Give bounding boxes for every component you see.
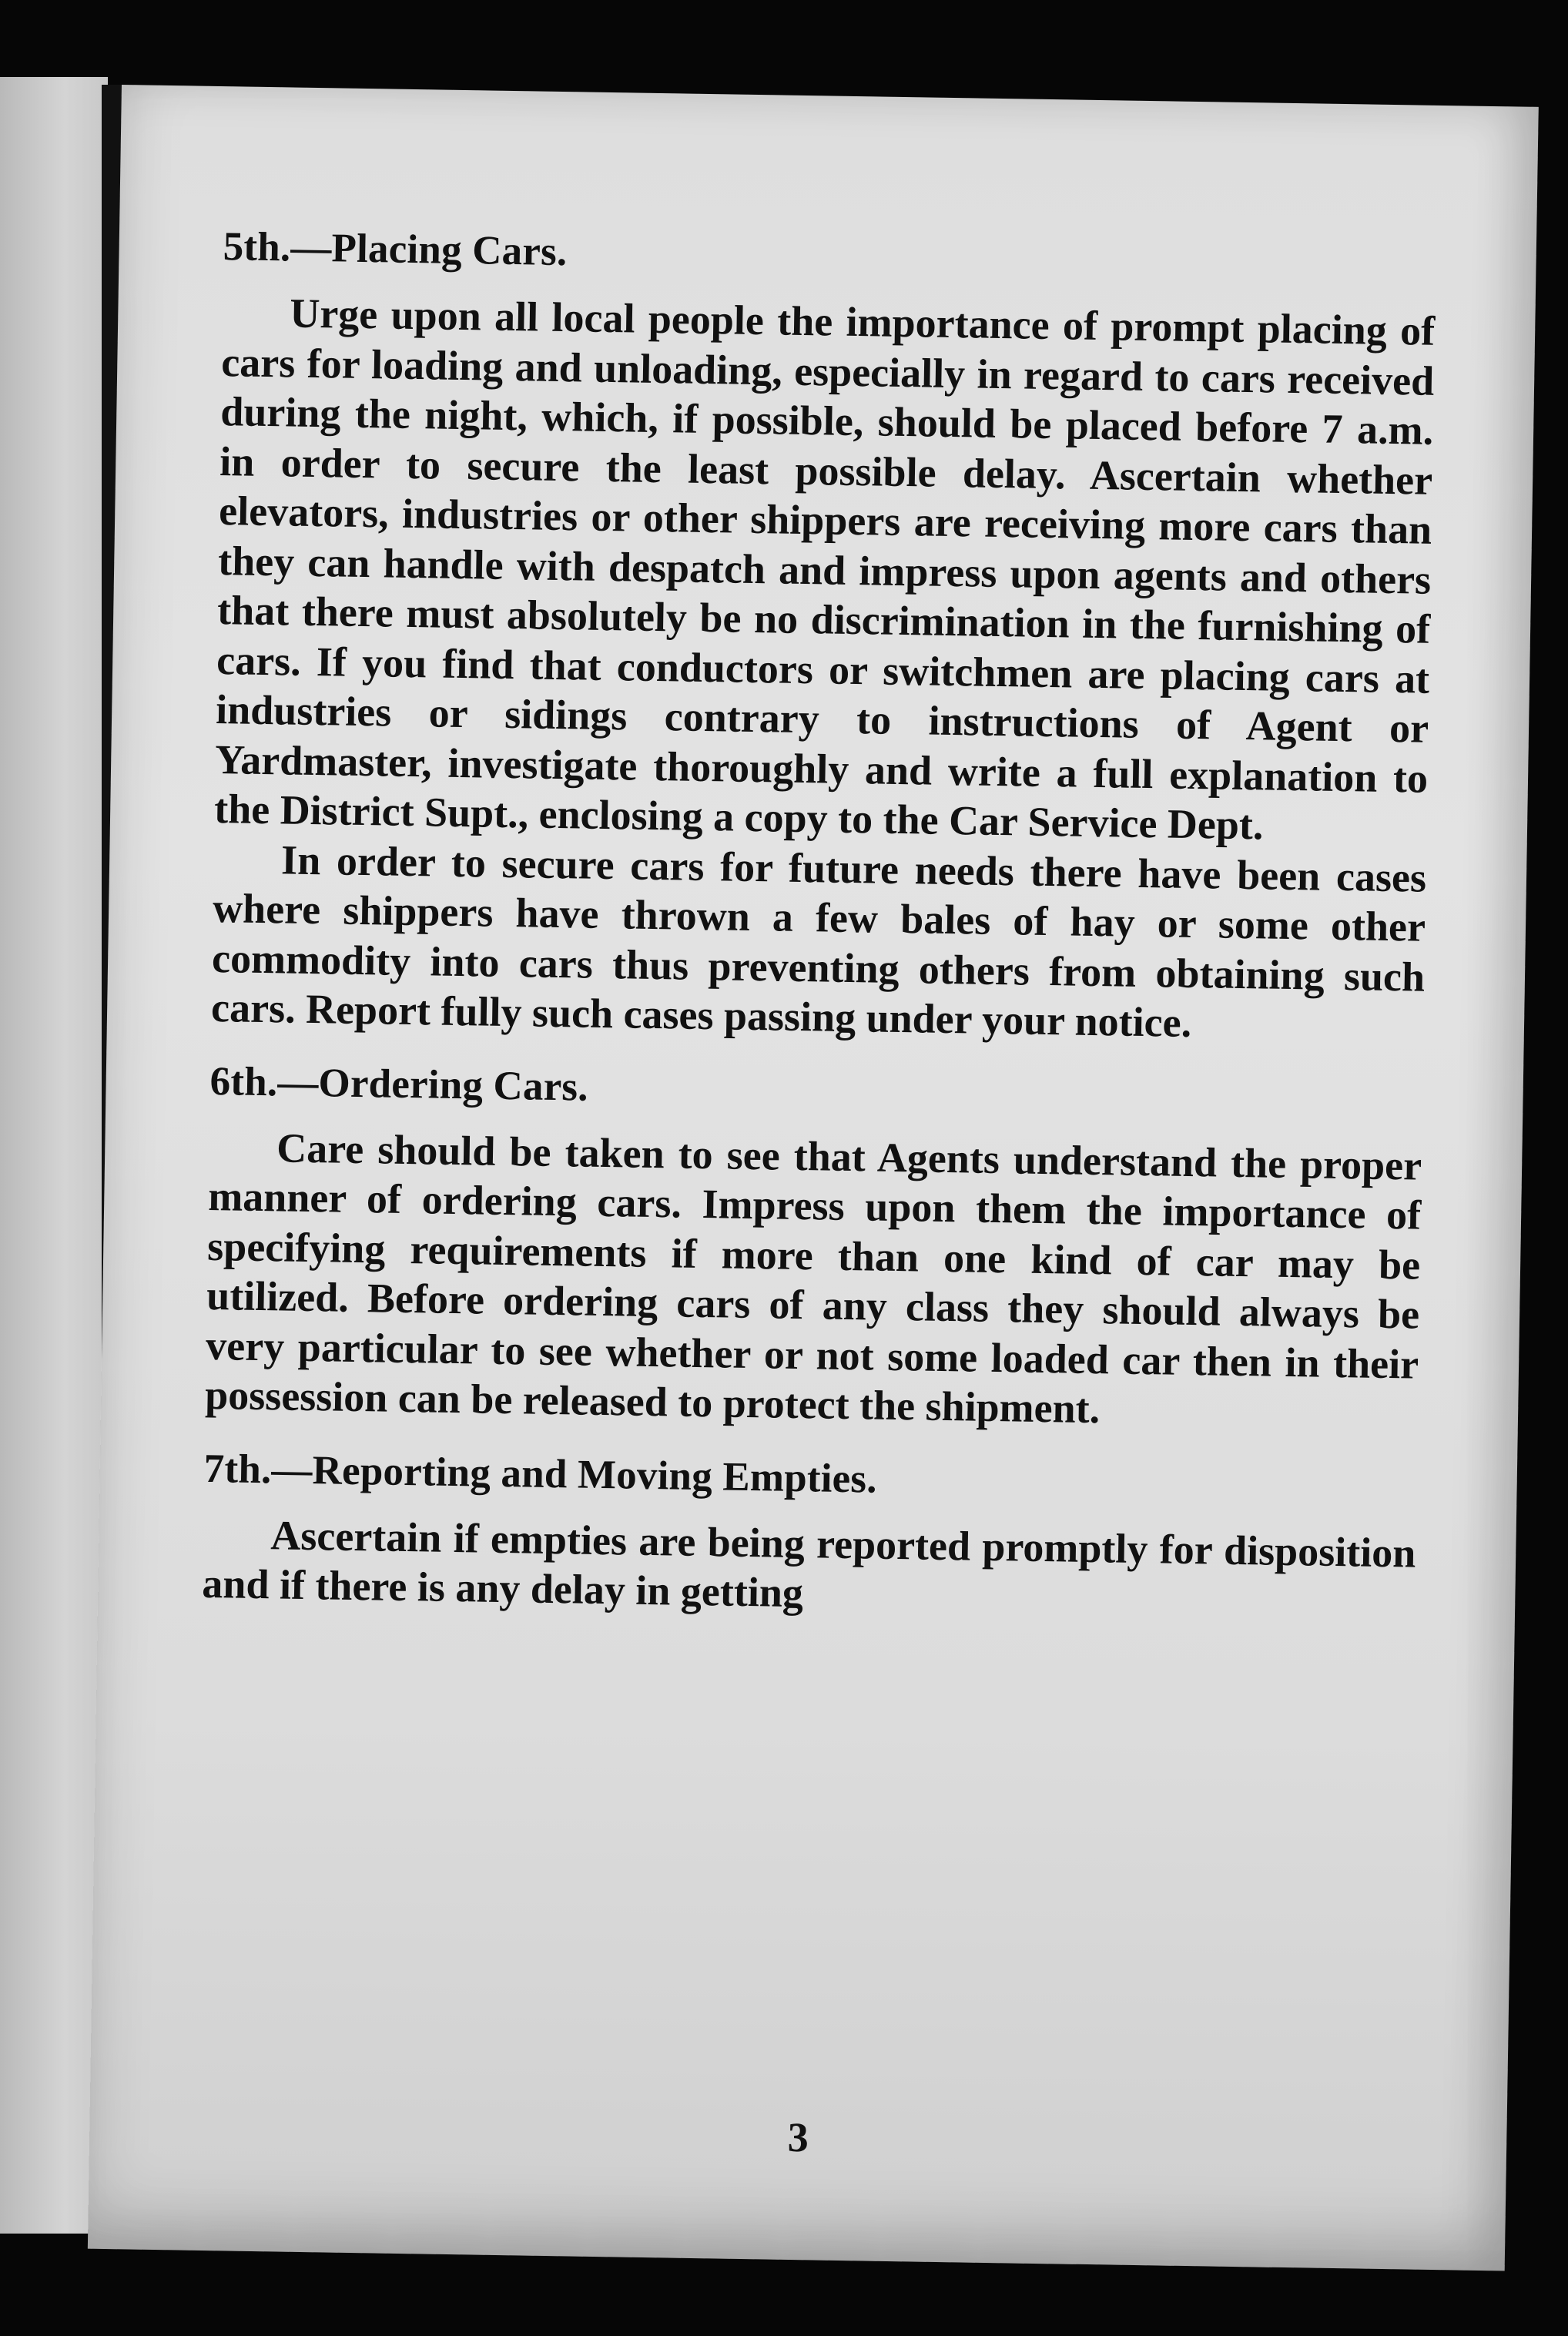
document-page — [88, 85, 1539, 2271]
paragraph-ordering-cars-1: Care should be taken to see that Agents understand the proper manner of ordering cars. Impress upon them the importance of specifying requirements if more than one kind of car may be utilized. Before ordering cars of any class they should always be very particular to see whether or not some loaded car then in their possession can be released to protect the shipment. — [204, 1124, 1422, 1433]
paragraph-placing-cars-2: In order to secure cars for future needs there have been cases where shippers have thrown a few bales of hay or some other commodity into cars thus preventing others from obtaining such cars. Report fully such cases passing under your notice. — [210, 836, 1427, 1046]
section-heading-reporting-empties: 7th.—Reporting and Moving Empties. — [203, 1446, 878, 1502]
paragraph-reporting-empties-1: Ascertain if empties are being reported promptly for disposition and if there is any delay in getting — [201, 1511, 1416, 1617]
paragraph-placing-cars-1: Urge upon all local people the importance of prompt placing of cars for loading and unloading, especially in regard to cars received during the night, which, if possible, should be placed before 7 a.m. in order to secure the least possible delay. Ascertain whether elevators, industries or other shippers are receiving more cars than they can handle with despatch and impress upon agents and others that there must absolutely be no discrimination in the furnishing of cars. If you find that conductors or switchmen are placing cars at industries or sidings contrary to instructions of Agent or Yardmaster, investigate thoroughly and write a full explanation to the District Supt., enclosing a copy to the Car Service Dept. — [213, 290, 1436, 849]
page-number: 3 — [787, 2113, 809, 2161]
page-content — [202, 221, 1436, 1627]
section-heading-ordering-cars: 6th.—Ordering Cars. — [209, 1058, 589, 1110]
facing-page-edge — [0, 77, 108, 2234]
section-heading-placing-cars: 5th.—Placing Cars. — [223, 224, 568, 275]
